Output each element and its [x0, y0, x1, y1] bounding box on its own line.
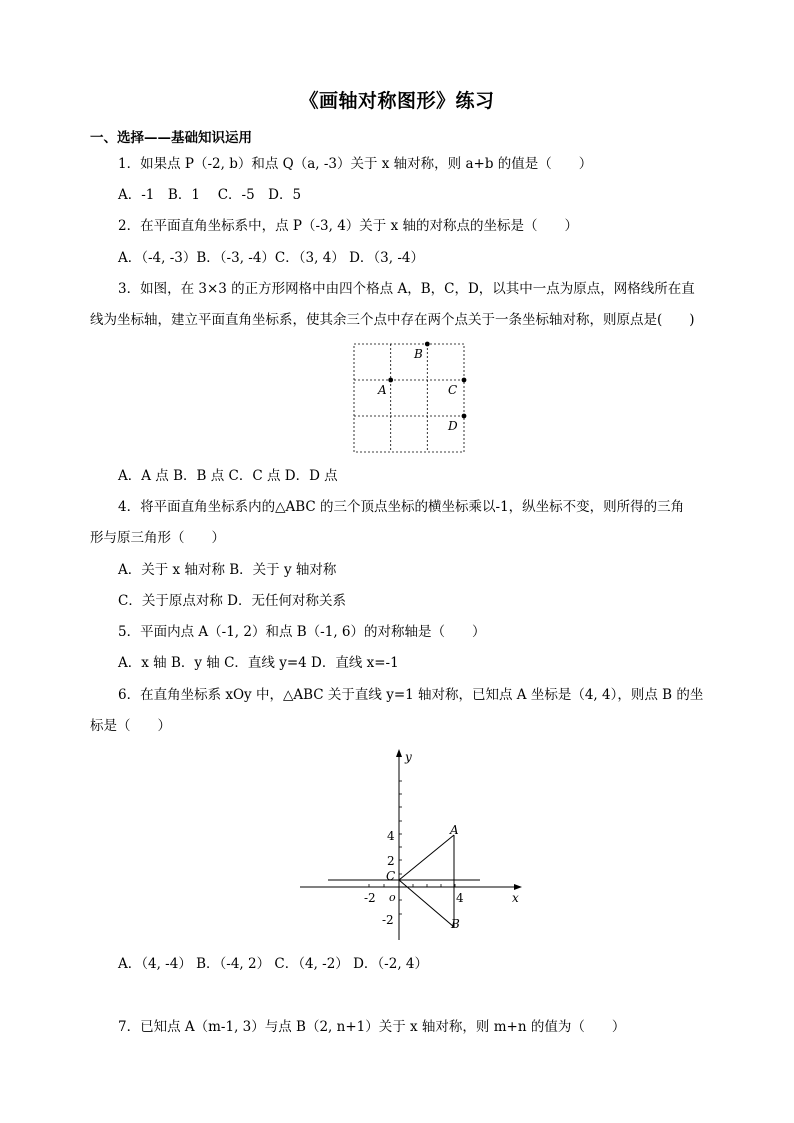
question-5-stem: 5．平面内点 A（-1, 2）和点 B（-1, 6）的对称轴是（ ）: [118, 624, 486, 640]
question-6-options: A．（4, -4） B．（-4, 2） C．（4, -2） D．（-2, 4）: [118, 956, 428, 972]
point-label-c: C: [386, 869, 396, 883]
grid-label-a: A: [378, 383, 387, 397]
question-2-options: A．（-4, -3）B．（-3, -4）C．（3, 4） D．（3, -4）: [118, 250, 424, 266]
question-6-coordinate-figure: [296, 744, 528, 944]
question-3-stem-line-2: 线为坐标轴，建立平面直角坐标系，使其余三个点中存在两个点关于一条坐标轴对称，则原点是( ): [90, 312, 695, 328]
grid-label-b: B: [414, 347, 423, 361]
question-6-stem-line-1: 6．在直角坐标系 xOy 中，△ABC 关于直线 y=1 轴对称，已知点 A 坐标是（4, 4），则点 B 的坐: [118, 687, 704, 703]
question-4-options-line-1: A．关于 x 轴对称 B．关于 y 轴对称: [118, 562, 337, 578]
page-title: 《画轴对称图形》练习: [299, 90, 495, 112]
question-1-stem: 1．如果点 P（-2, b）和点 Q（a, -3）关于 x 轴对称，则 a+b 的值是（ ）: [118, 156, 593, 172]
question-3-stem-line-1: 3．如图，在 3×3 的正方形网格中由四个格点 A，B，C，D，以其中一点为原点，网格线所在直: [118, 281, 695, 297]
tick-label-y-4: 4: [387, 829, 395, 843]
question-3-options: A．A 点 B．B 点 C．C 点 D．D 点: [118, 468, 338, 484]
question-4-options-line-2: C．关于原点对称 D．无任何对称关系: [118, 593, 346, 609]
tick-label-y-neg2: -2: [382, 913, 394, 927]
tick-label-y-2: 2: [387, 854, 395, 868]
grid-point-a: [388, 378, 393, 383]
axis-label-y: y: [405, 750, 412, 764]
question-2-stem: 2．在平面直角坐标系中，点 P（-3, 4）关于 x 轴的对称点的坐标是（ ）: [118, 218, 578, 234]
question-4-stem-line-1: 4．将平面直角坐标系内的△ABC 的三个顶点坐标的横坐标乘以-1，纵坐标不变，则所得的三角: [118, 499, 685, 515]
point-label-b: B: [451, 917, 460, 931]
question-7-stem: 7．已知点 A（m-1, 3）与点 B（2, n+1）关于 x 轴对称，则 m+n 的值为（ ）: [118, 1019, 626, 1035]
grid-point-c: [462, 378, 467, 383]
grid-point-d: [462, 414, 467, 419]
grid-label-c: C: [448, 383, 458, 397]
question-4-stem-line-2: 形与原三角形（ ）: [90, 530, 225, 546]
point-label-a: A: [450, 823, 459, 837]
axis-label-x: x: [512, 891, 519, 905]
grid-label-d: D: [448, 419, 458, 433]
question-6-stem-line-2: 标是（ ）: [90, 718, 171, 734]
tick-label-x-neg2: -2: [364, 891, 376, 905]
question-3-grid-figure: [348, 338, 472, 458]
grid-point-b: [425, 342, 430, 347]
question-5-options: A．x 轴 B．y 轴 C．直线 y=4 D．直线 x=-1: [118, 655, 399, 671]
origin-label: o: [389, 891, 396, 904]
section-heading: 一、选择——基础知识运用: [90, 130, 252, 146]
tick-label-x-4: 4: [456, 891, 464, 905]
triangle-abc: [399, 835, 454, 927]
question-1-options: A．-1 B．1 C．-5 D．5: [118, 187, 302, 203]
